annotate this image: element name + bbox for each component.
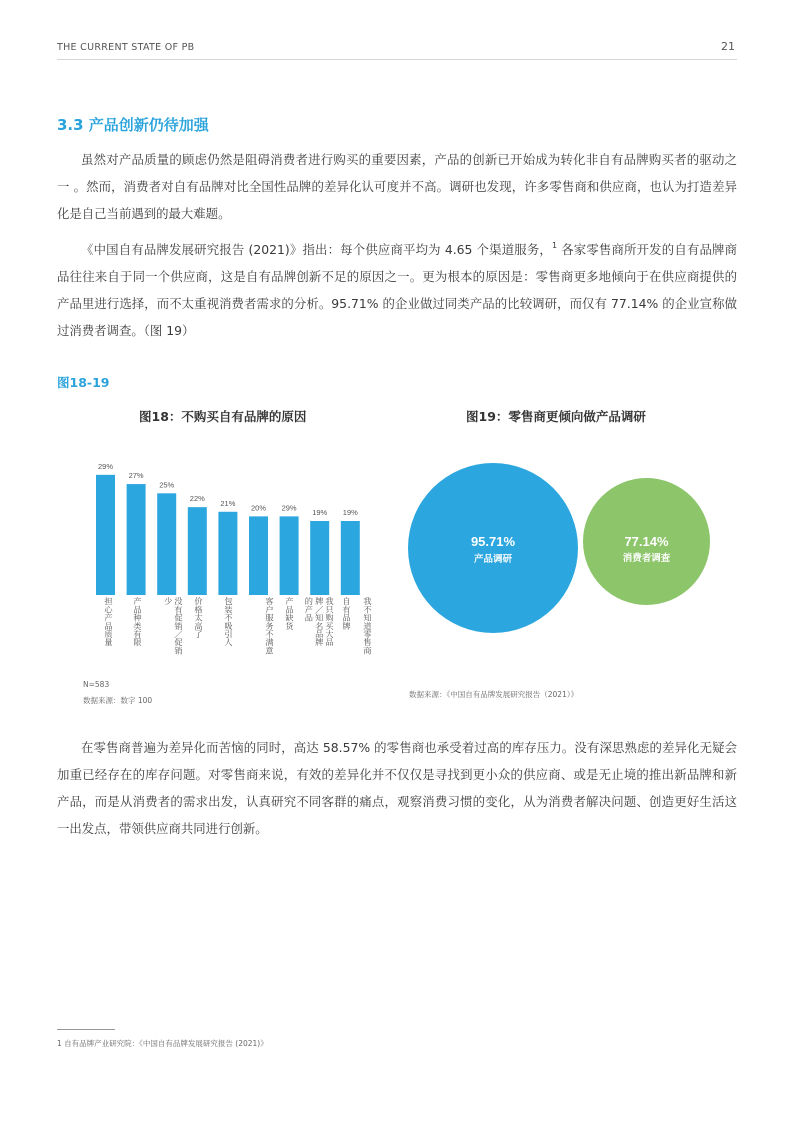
category-label-8: 我只购买大品牌／知名品牌的产品 [304, 597, 335, 647]
bar-value-label-5: 21% [220, 498, 236, 508]
bar-7 [280, 516, 299, 595]
paragraph-2 [57, 236, 737, 344]
bubble-2-value: 77.14% [624, 534, 669, 549]
bubble-2-label: 消费者调查 [622, 553, 671, 564]
chart19-title: 图19：零售商更倾向做产品调研 [466, 409, 646, 424]
paragraph-1: 虽然对产品质量的顾虑仍然是阻碍消费者进行购买的重要因素，产品的创新已开始成为转化非自有品牌购买者的驱动之一 。然而，消费者对自有品牌对比全国性品牌的差异化认可度并不高。调研也发现，许多零售商和供应商，也认为打造差异化是自己当前遇到的最大难题。 [57, 152, 737, 221]
bar-2 [127, 484, 146, 595]
bar-3 [157, 493, 176, 595]
chart19-source: 数据来源：《中国自有品牌发展研究报告（2021）》 [409, 690, 579, 699]
bubble-1-value: 95.71% [470, 534, 516, 549]
bar-value-label-9: 19% [342, 508, 358, 517]
footnote-divider [57, 1029, 115, 1030]
paragraph-2-part-b: 各家零售商所开发的自有品牌商品往往来自于同一个供应商，这是自有品牌创新不足的原因之一。更为根本的原因是：零售商更多地倾向于在供应商提供的产品里进行选择，而不太重视消费者需求的分析。95.71% 的企业做过同类产品的比较调研，而仅有 77.14% 的企业宣称做过消费者调查。（图 19） [57, 242, 737, 338]
paragraph-3: 在零售商普遍为差异化而苦恼的同时，高达 58.57% 的零售商也承受着过高的库存压力。没有深思熟虑的差异化无疑会加重已经存在的库存问题。对零售商来说，有效的差异化并不仅仅是寻找到更小众的供应商、或是无止境的推出新品牌和新产品，而是从消费者的需求出发，认真研究不同客群的痛点，观察消费习惯的变化，从为消费者解决问题、创造更好生活这一出发点，带领供应商共同进行创新。 [57, 740, 737, 836]
bar-9 [341, 521, 360, 595]
category-label-10: 我不知道零售商 [363, 597, 373, 655]
bar-value-label-2: 27% [128, 471, 144, 481]
page-number: 21 [721, 40, 735, 53]
bar-4 [188, 507, 207, 595]
bar-value-label-1: 29% [97, 461, 114, 471]
category-label-5: 包装不吸引人 [224, 597, 234, 647]
header-title: THE CURRENT STATE OF PB [57, 42, 195, 53]
footnote-ref[interactable]: 1 [551, 241, 558, 250]
category-label-9: 自有品牌 [342, 597, 352, 630]
bar-value-label-6: 20% [250, 503, 267, 513]
category-label-7: 产品缺货 [285, 597, 295, 630]
figure-label: 图18-19 [57, 375, 110, 390]
section-title: 3.3 产品创新仍待加强 [57, 116, 209, 134]
bar-value-label-8: 19% [312, 508, 328, 517]
bar-5 [218, 512, 237, 595]
category-label-3: 没有促销／促销少 [163, 597, 184, 655]
footnote: 1 自有品牌产业研究院：《中国自有品牌发展研究报告 (2021)》 [57, 1039, 268, 1048]
bar-value-label-4: 22% [189, 494, 205, 504]
bar-value-label-3: 25% [159, 480, 175, 490]
category-label-6: 客户服务不满意 [265, 597, 275, 655]
bubble-consumer-survey [583, 478, 710, 605]
bubble-product-research [408, 463, 578, 633]
category-label-2: 产品种类有限 [133, 597, 143, 647]
chart18-source: 数据来源：数字 100 [83, 696, 153, 705]
bar-8 [310, 521, 329, 595]
paragraph-2-part-a: 《中国自有品牌发展研究报告 (2021)》指出：每个供应商平均为 4.65 个渠道服务， [81, 242, 552, 257]
page-header [57, 40, 737, 60]
bar-1 [96, 475, 115, 595]
bar-value-label-7: 29% [281, 503, 297, 513]
category-label-1: 担心产品质量 [104, 597, 114, 647]
bar-6 [249, 516, 268, 595]
bubble-1-label: 产品调研 [473, 554, 512, 565]
category-label-4: 价格太高了 [194, 597, 204, 638]
chart18-title: 图18：不购买自有品牌的原因 [139, 409, 307, 424]
sample-size-note: N=583 [83, 680, 110, 689]
